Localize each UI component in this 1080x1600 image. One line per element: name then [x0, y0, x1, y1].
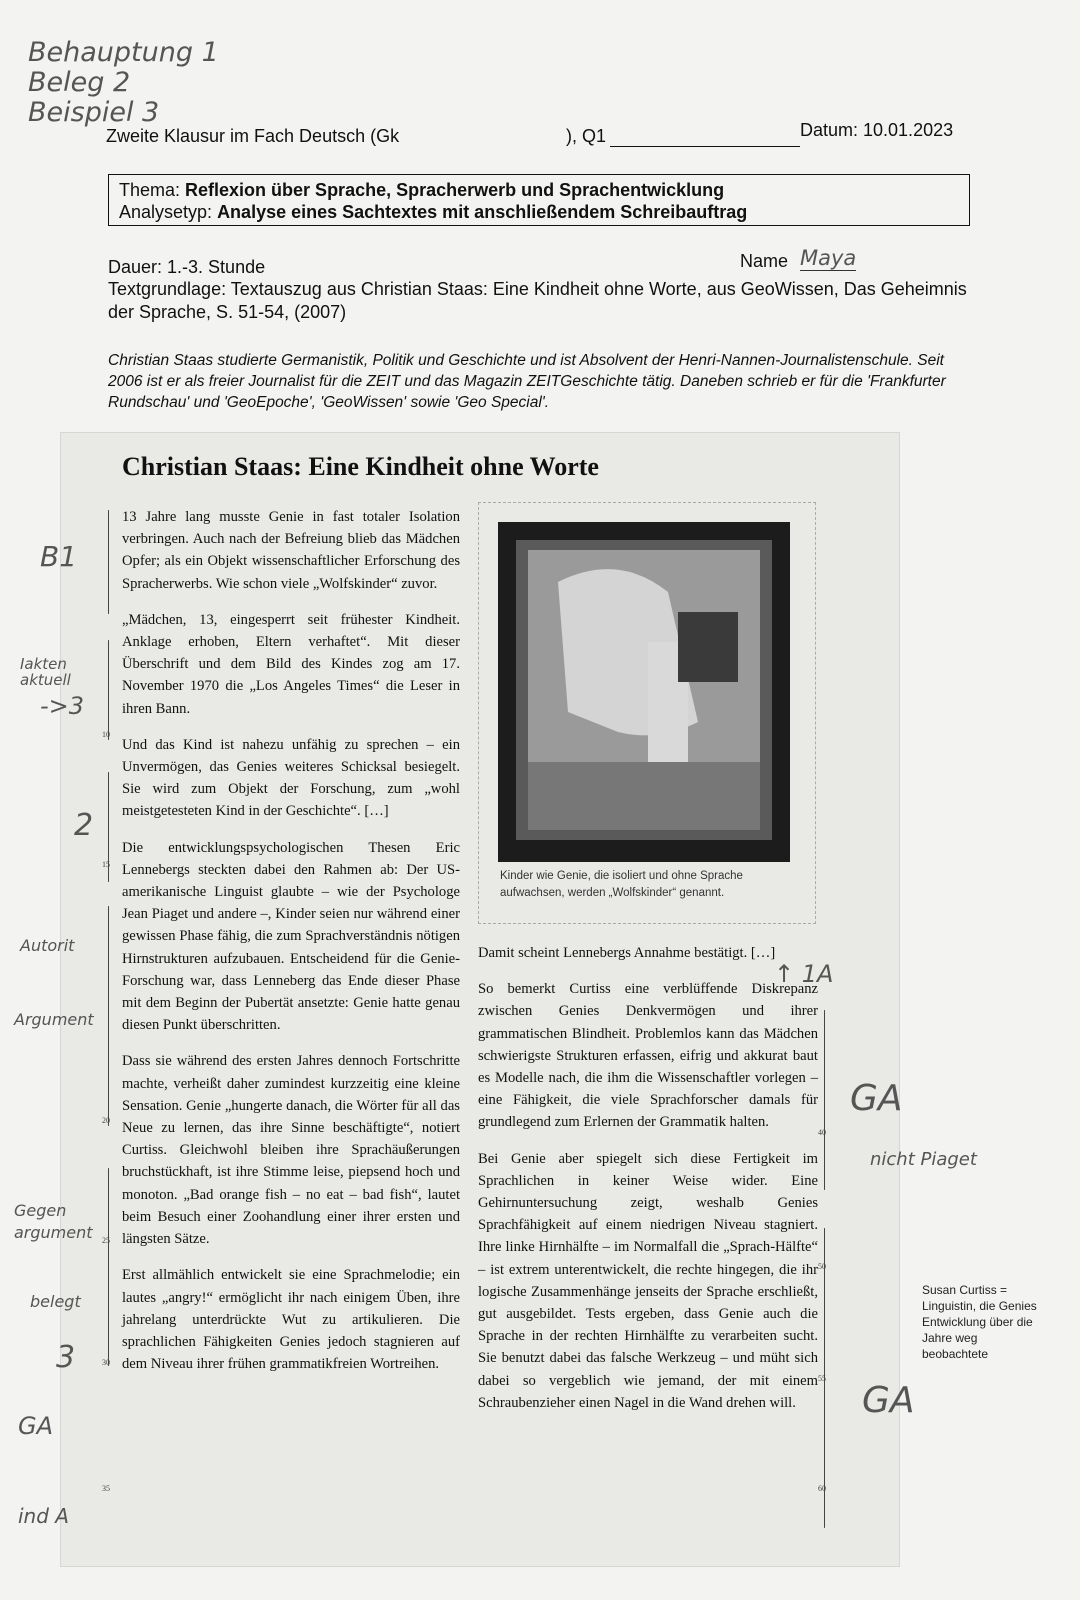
line-number: 25: [102, 1236, 110, 1245]
article-right-column: [478, 942, 818, 1428]
margin-2: 2: [74, 808, 94, 843]
article-title: Christian Staas: Eine Kindheit ohne Worte: [122, 452, 599, 481]
line-number: 15: [102, 860, 110, 869]
line-number: 10: [102, 730, 110, 739]
line-number: 35: [102, 1484, 110, 1493]
brace-p5: [108, 1168, 109, 1366]
line-number: 60: [818, 1484, 826, 1493]
analysis-type-line: Analysetyp: Analyse eines Sachtextes mit anschließendem Schreibauftrag: [119, 202, 748, 222]
paragraph-7: Damit scheint Lennebergs Annahme bestätigt. […]: [478, 945, 776, 961]
brace-right-1: [824, 1010, 825, 1190]
margin-ga-right-2: GA: [862, 1380, 915, 1421]
article-left-column: [122, 506, 460, 1389]
name-label: Name: [740, 251, 789, 271]
margin-b1: B1: [40, 540, 78, 573]
margin-ga-right-1: GA: [850, 1078, 903, 1119]
exam-title: Zweite Klausur im Fach Deutsch (Gk: [106, 126, 400, 146]
brace-p2: [108, 640, 109, 740]
paragraph-9: Bei Genie aber spiegelt sich diese Fertigkeit im Sprachlichen in keiner Weise wider. Eine Gehirnuntersuchung zeigt, weshalb Genies Sprachfähigkeit auf einem niedrigen Niveau stagniert. Ihre linke Hirnhälfte – im Normalfall die „Sprach-Hälfte“ – ist extrem unterentwickelt, die rechte hingegen, die ihr logische Zusammenhänge jenseits der Sprache erschließt, gut ausgebildet. Tests ergeben, dass Genie auch die Sprache in der rechten Hirnhälfte zu verarbeiten sucht. Sie benutzt dabei das falsche Werkzeug – und müht sich dabei so vergeblich wie jemand, der mit einem Schraubenzieher einen Nagel in die Wand drehen will.: [478, 1150, 818, 1411]
course-blank-line: [610, 146, 800, 147]
genie-photo: [498, 522, 790, 862]
theme-value: Reflexion über Sprache, Spracherwerb und Sprachentwicklung: [185, 180, 725, 200]
paragraph-3: Und das Kind ist nahezu unfähig zu sprechen – ein Unvermögen, das Genies weiteres Schicksal besiegelt. Sie wird zum Objekt der Forschung, zum „wohl meistgetesteten Kind in der Geschichte“. […]: [122, 736, 460, 820]
line-number: 55: [818, 1374, 826, 1383]
analysis-type-value: Analyse eines Sachtextes mit anschließendem Schreibauftrag: [217, 202, 748, 222]
student-name: Maya: [800, 246, 857, 270]
margin-nicht-piaget: nicht Piaget: [870, 1149, 977, 1170]
line-number: 20: [102, 1116, 110, 1125]
paragraph-6: Erst allmählich entwickelt sie eine Sprachmelodie; ein lautes „angry!“ ermöglicht ihr nach einigem Üben, ihre jahrelang unterdrückte Wut zu artikulieren. Die sprachlichen Fähigkeiten Genies jedoch stagnieren auf dem Niveau ihrer frühen grammatikfreien Wortreihen.: [122, 1267, 460, 1373]
margin-belegt: belegt: [30, 1292, 81, 1311]
paragraph-8: So bemerkt Curtiss eine verblüffende Diskrepanz zwischen Genies Denkvermögen und ihrer grammatischen Blindheit. Problemlos kann das Mädchen schwierigste Strukturen erfassen, eifrig und akkurat baut es Modelle nach, die ihm die Wissenschaftler vorlegen – eine Fähigkeit, die viele Sprachforscher damals für grundlegend zum Erlernen der Grammatik halten.: [478, 981, 818, 1131]
theme-box: [108, 174, 970, 226]
photo-caption: Kinder wie Genie, die isoliert und ohne Sprache aufwachsen, werden „Wolfskinder“ genannt.: [500, 870, 743, 899]
margin-ind-a: ind A: [18, 1504, 69, 1528]
legend-line-1: Behauptung 1: [28, 37, 219, 68]
margin-arrow-3: ->3: [40, 692, 85, 720]
margin-ga: GA: [18, 1412, 54, 1440]
margin-3: 3: [56, 1340, 76, 1375]
duration: Dauer: 1.-3. Stunde: [108, 257, 266, 277]
curtiss-side-note: Susan Curtiss = Linguistin, die Genies Entwicklung über die Jahre weg beobachtete: [922, 1283, 1037, 1361]
brace-p4: [108, 906, 109, 1126]
legend-line-2: Beleg 2: [28, 67, 131, 98]
line-number: 30: [102, 1358, 110, 1367]
theme-line: Thema: Reflexion über Sprache, Spracherwerb und Sprachentwicklung: [119, 180, 725, 200]
paragraph-5: Dass sie während des ersten Jahres dennoch Fortschritte machte, verheißt daher zumindest kurzzeitig eine kleine Sensation. Genie „hungerte danach, die Wörter für all das Neue zu lernen, das ihre Sinne beschäftigte“, notiert Curtiss. Gleichwohl bleiben ihre Sprachäußerungen bruchstückhaft, ist ihre Stimme leise, piepsend hoch und monoton. „Bad orange fish – no eat – bad fish“, lautet beim Besuch einer Zoohandlung einer ihrer ersten und längsten Sätze.: [122, 1053, 460, 1248]
brace-p3: [108, 772, 109, 882]
exam-course: ), Q1: [566, 126, 607, 146]
margin-1a: ↑ 1A: [774, 960, 834, 988]
margin-autorit: Autorit: [20, 936, 75, 955]
margin-gegen: Gegen argument: [14, 1201, 93, 1242]
handwritten-legend: [28, 38, 219, 128]
brace-p1: [108, 510, 109, 614]
legend-line-3: Beispiel 3: [28, 97, 160, 128]
text-source: Textgrundlage: Textauszug aus Christian Staas: Eine Kindheit ohne Worte, aus GeoWissen, Das Geheimnis der Sprache, S. 51-54, (2007): [108, 279, 967, 322]
line-number: 40: [818, 1128, 826, 1137]
photo-illustration: [498, 522, 790, 862]
paragraph-1: 13 Jahre lang musste Genie in fast totaler Isolation verbringen. Auch nach der Befreiung blieb das Mädchen Opfer; als ein Objekt wissenschaftlicher Erforschung des Spracherwerbs. Wie schon viele „Wolfskinder“ zuvor.: [122, 509, 460, 592]
paragraph-4: Die entwicklungspsychologischen Thesen Eric Lennebergs steckten dabei den Rahmen ab: Der US-amerikanische Linguist glaubte – wie der Psychologe Jean Piaget und andere –, Kinder seien nur während einer gewissen Phase fähig, die zum Sprachverständnis nötigen Hirnstrukturen aufzubauen. Entscheidend für die Genie-Forschung war, dass Lenneberg das Ende dieser Phase mit dem Beginn der Pubertät ansetzte: Genie hatte genau diesen Punkt überschritten.: [122, 839, 460, 1034]
margin-argument: Argument: [14, 1010, 94, 1029]
author-bio: Christian Staas studierte Germanistik, Politik und Geschichte und ist Absolvent der Henri-Nannen-Journalistenschule. Seit 2006 ist er als freier Journalist für die ZEIT und das Magazin ZEITGeschichte tätig. Daneben schrieb er für die 'Frankfurter Rundschau' und 'GeoEpoche', 'GeoWissen' sowie 'Geo Special'.: [108, 352, 946, 411]
line-number: 50: [818, 1262, 826, 1271]
exam-date: Datum: 10.01.2023: [800, 120, 954, 140]
paragraph-2: „Mädchen, 13, eingesperrt seit frühester Kindheit. Anklage erhoben, Eltern verhaftet“. Mit dieser Überschrift und dem Bild des Kindes zog am 17. November 1970 die „Los Angeles Times“ die Leser in ihren Bann.: [122, 611, 460, 717]
brace-right-2: [824, 1228, 825, 1528]
margin-aktuell: Iakten aktuell: [20, 655, 71, 689]
